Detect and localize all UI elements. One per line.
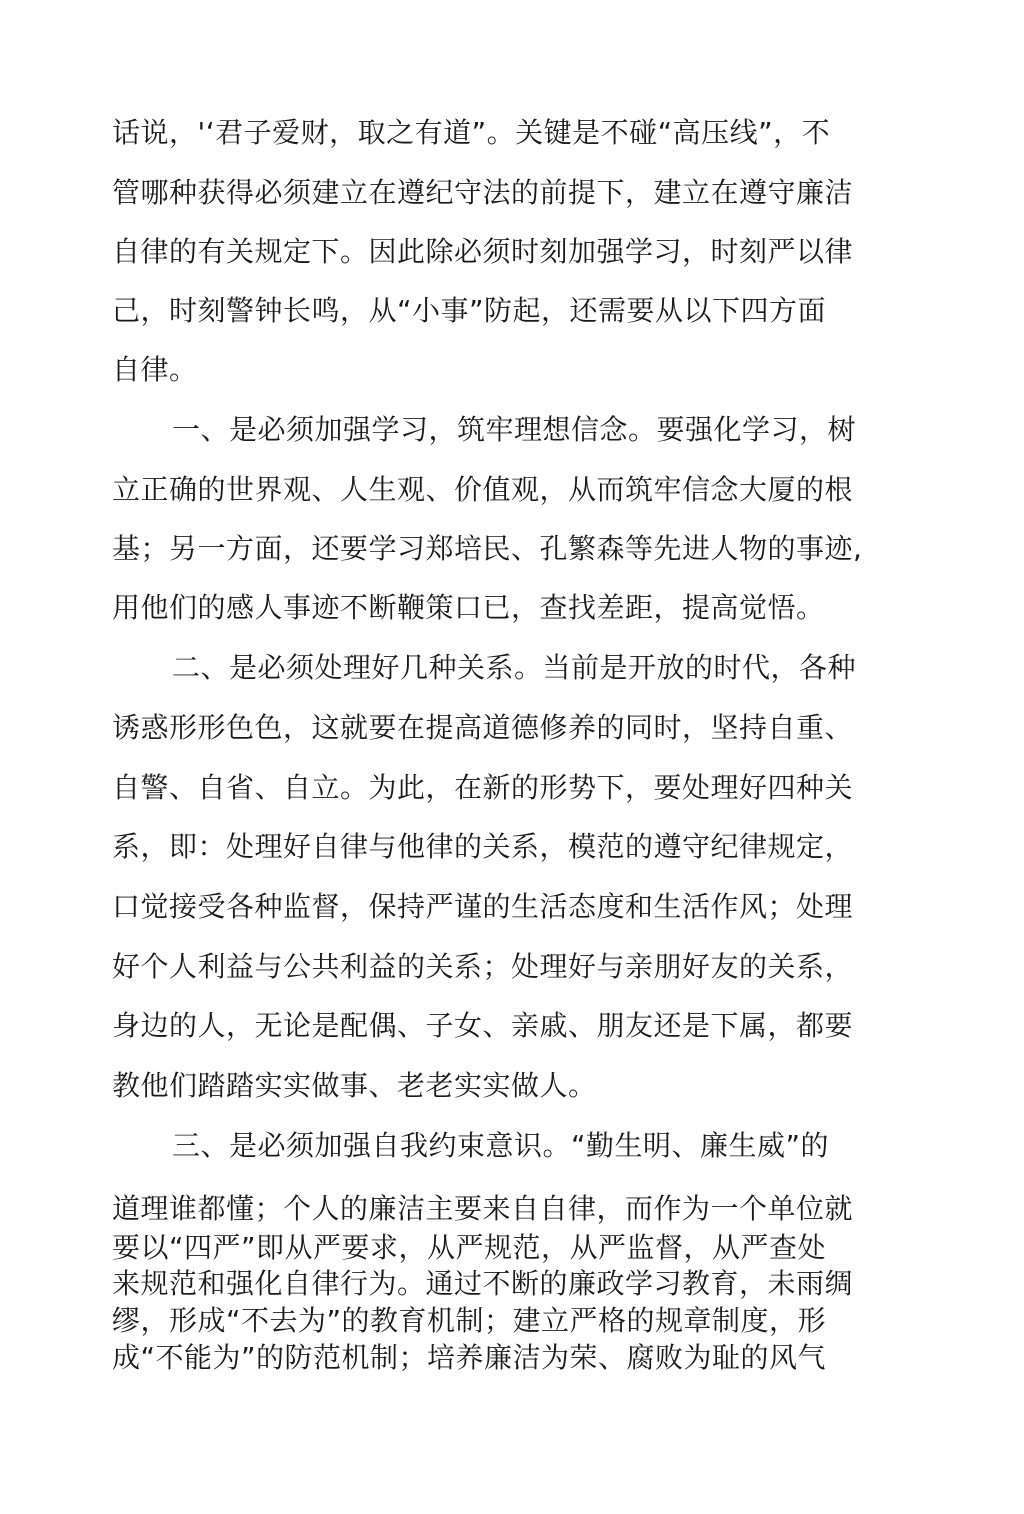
paragraph-line: 要以“四严”即从严要求，从严规范，从严监督，从严查处 xyxy=(112,1231,827,1264)
paragraph-line: 一、是必须加强学习，筑牢理想信念。要强化学习，树 xyxy=(172,413,857,446)
paragraph-line: 口觉接受各种监督，保持严谨的生活态度和生活作风；处理 xyxy=(112,890,854,923)
paragraph-line: 管哪种获得必须建立在遵纪守法的前提下，建立在遵守廉洁 xyxy=(112,176,854,209)
paragraph-line: 自警、自省、自立。为此，在新的形势下，要处理好四种关 xyxy=(112,771,854,804)
paragraph-line: 来规范和强化自律行为。通过不断的廉政学习教育，未雨绸 xyxy=(112,1267,854,1300)
paragraph-line: 道理谁都懂；个人的廉洁主要来自自律，而作为一个单位就 xyxy=(112,1192,854,1225)
paragraph-line: 己，时刻警钟长鸣，从“小事”防起，还需要从以下四方面 xyxy=(112,294,827,327)
paragraph-line: 教他们踏踏实实做事、老老实实做人。 xyxy=(112,1069,597,1102)
paragraph-line: 话说，'‘君子爱财，取之有道”。关键是不碰“高压线”，不 xyxy=(112,116,831,149)
paragraph-line: 缪，形成“不去为”的教育机制；建立严格的规章制度，形 xyxy=(112,1304,827,1337)
paragraph-line: 身边的人，无论是配偶、子女、亲戚、朋友还是下属，都要 xyxy=(112,1009,854,1042)
paragraph-line: 好个人利益与公共利益的关系；处理好与亲朋好友的关系， xyxy=(112,950,854,983)
paragraph-line: 自律的有关规定下。因此除必须时刻加强学习，时刻严以律 xyxy=(112,235,854,268)
paragraph-line: 立正确的世界观、人生观、价值观，从而筑牢信念大厦的根 xyxy=(112,473,854,506)
paragraph-line: 基；另一方面，还要学习郑培民、孔繁森等先进人物的事迹, xyxy=(112,532,863,565)
paragraph-line: 三、是必须加强自我约束意识。“勤生明、廉生威”的 xyxy=(172,1129,830,1162)
paragraph-line: 用他们的感人事迹不断鞭策口已，查找差距，提高觉悟。 xyxy=(112,591,825,624)
paragraph-line: 系，即：处理好自律与他律的关系，模范的遵守纪律规定， xyxy=(112,830,854,863)
paragraph-line: 二、是必须处理好几种关系。当前是开放的时代，各种 xyxy=(172,651,857,684)
paragraph-line: 自律。 xyxy=(112,353,198,386)
paragraph-line: 诱惑形形色色，这就要在提高道德修养的同时，坚持自重、 xyxy=(112,711,854,744)
paragraph-line: 成“不能为”的防范机制；培养廉洁为荣、腐败为耻的风气 xyxy=(112,1341,827,1374)
